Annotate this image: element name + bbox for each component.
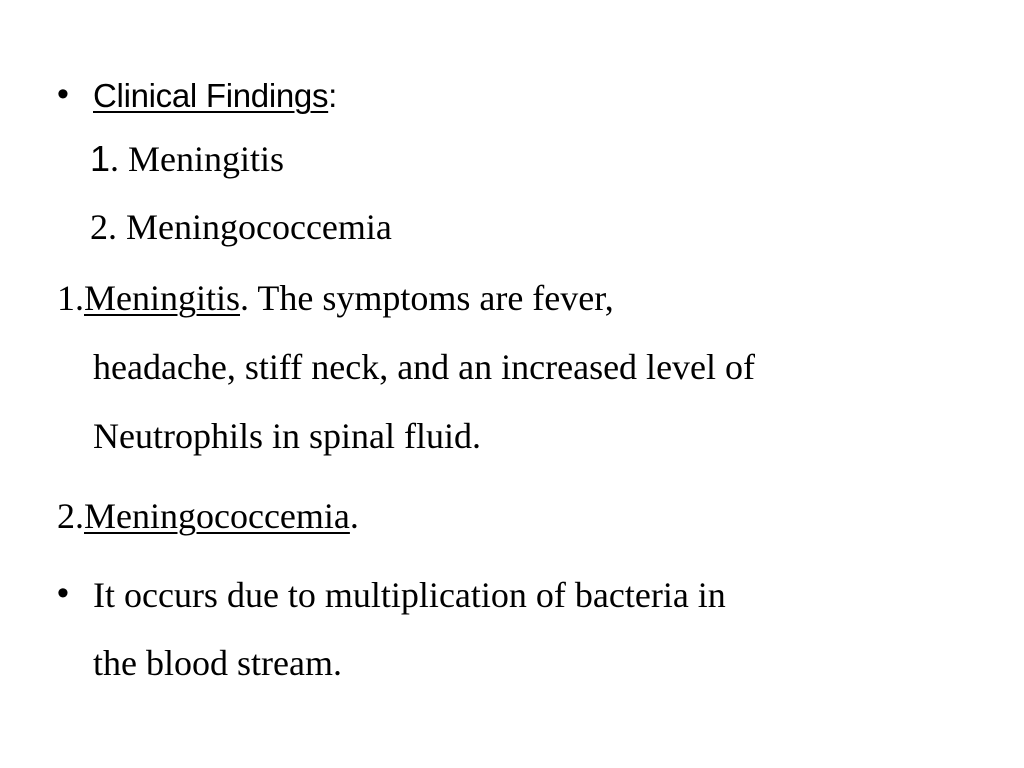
type-item-meningococcemia [90,209,392,245]
meningitis-term: Meningitis [84,278,241,318]
meningitis-paragraph-line-2: headache, stiff neck, and an increased level of [93,347,756,387]
cause-line-1: It occurs due to multiplication of bacteria in [93,575,726,615]
meningitis-number: 1. [57,278,84,318]
type-item-label: Meningococcemia [126,207,392,247]
bullet-icon: • [57,75,69,113]
meningococcemia-term: Meningococcemia [84,496,350,536]
type-item-dot: . [108,207,126,247]
heading-colon: : [328,77,338,114]
heading-title: Clinical Findings [93,77,329,114]
meningococcemia-heading [57,498,359,534]
type-item-number: 1 [90,138,111,179]
type-item-number: 2 [90,207,108,247]
meningococcemia-number: 2. [57,496,84,536]
meningitis-text: . The symptoms are fever, [240,278,614,318]
meningococcemia-period: . [349,496,359,536]
type-item-meningitis [90,138,285,179]
section-heading [93,79,337,112]
meningitis-paragraph-line-3: Neutrophils in spinal fluid. [93,416,481,456]
meningitis-paragraph-line-1 [57,280,614,316]
type-item-dot: . [110,139,129,179]
cause-line-2: the blood stream. [93,643,342,683]
bullet-icon: • [57,574,69,612]
type-item-label: Meningitis [128,139,285,179]
